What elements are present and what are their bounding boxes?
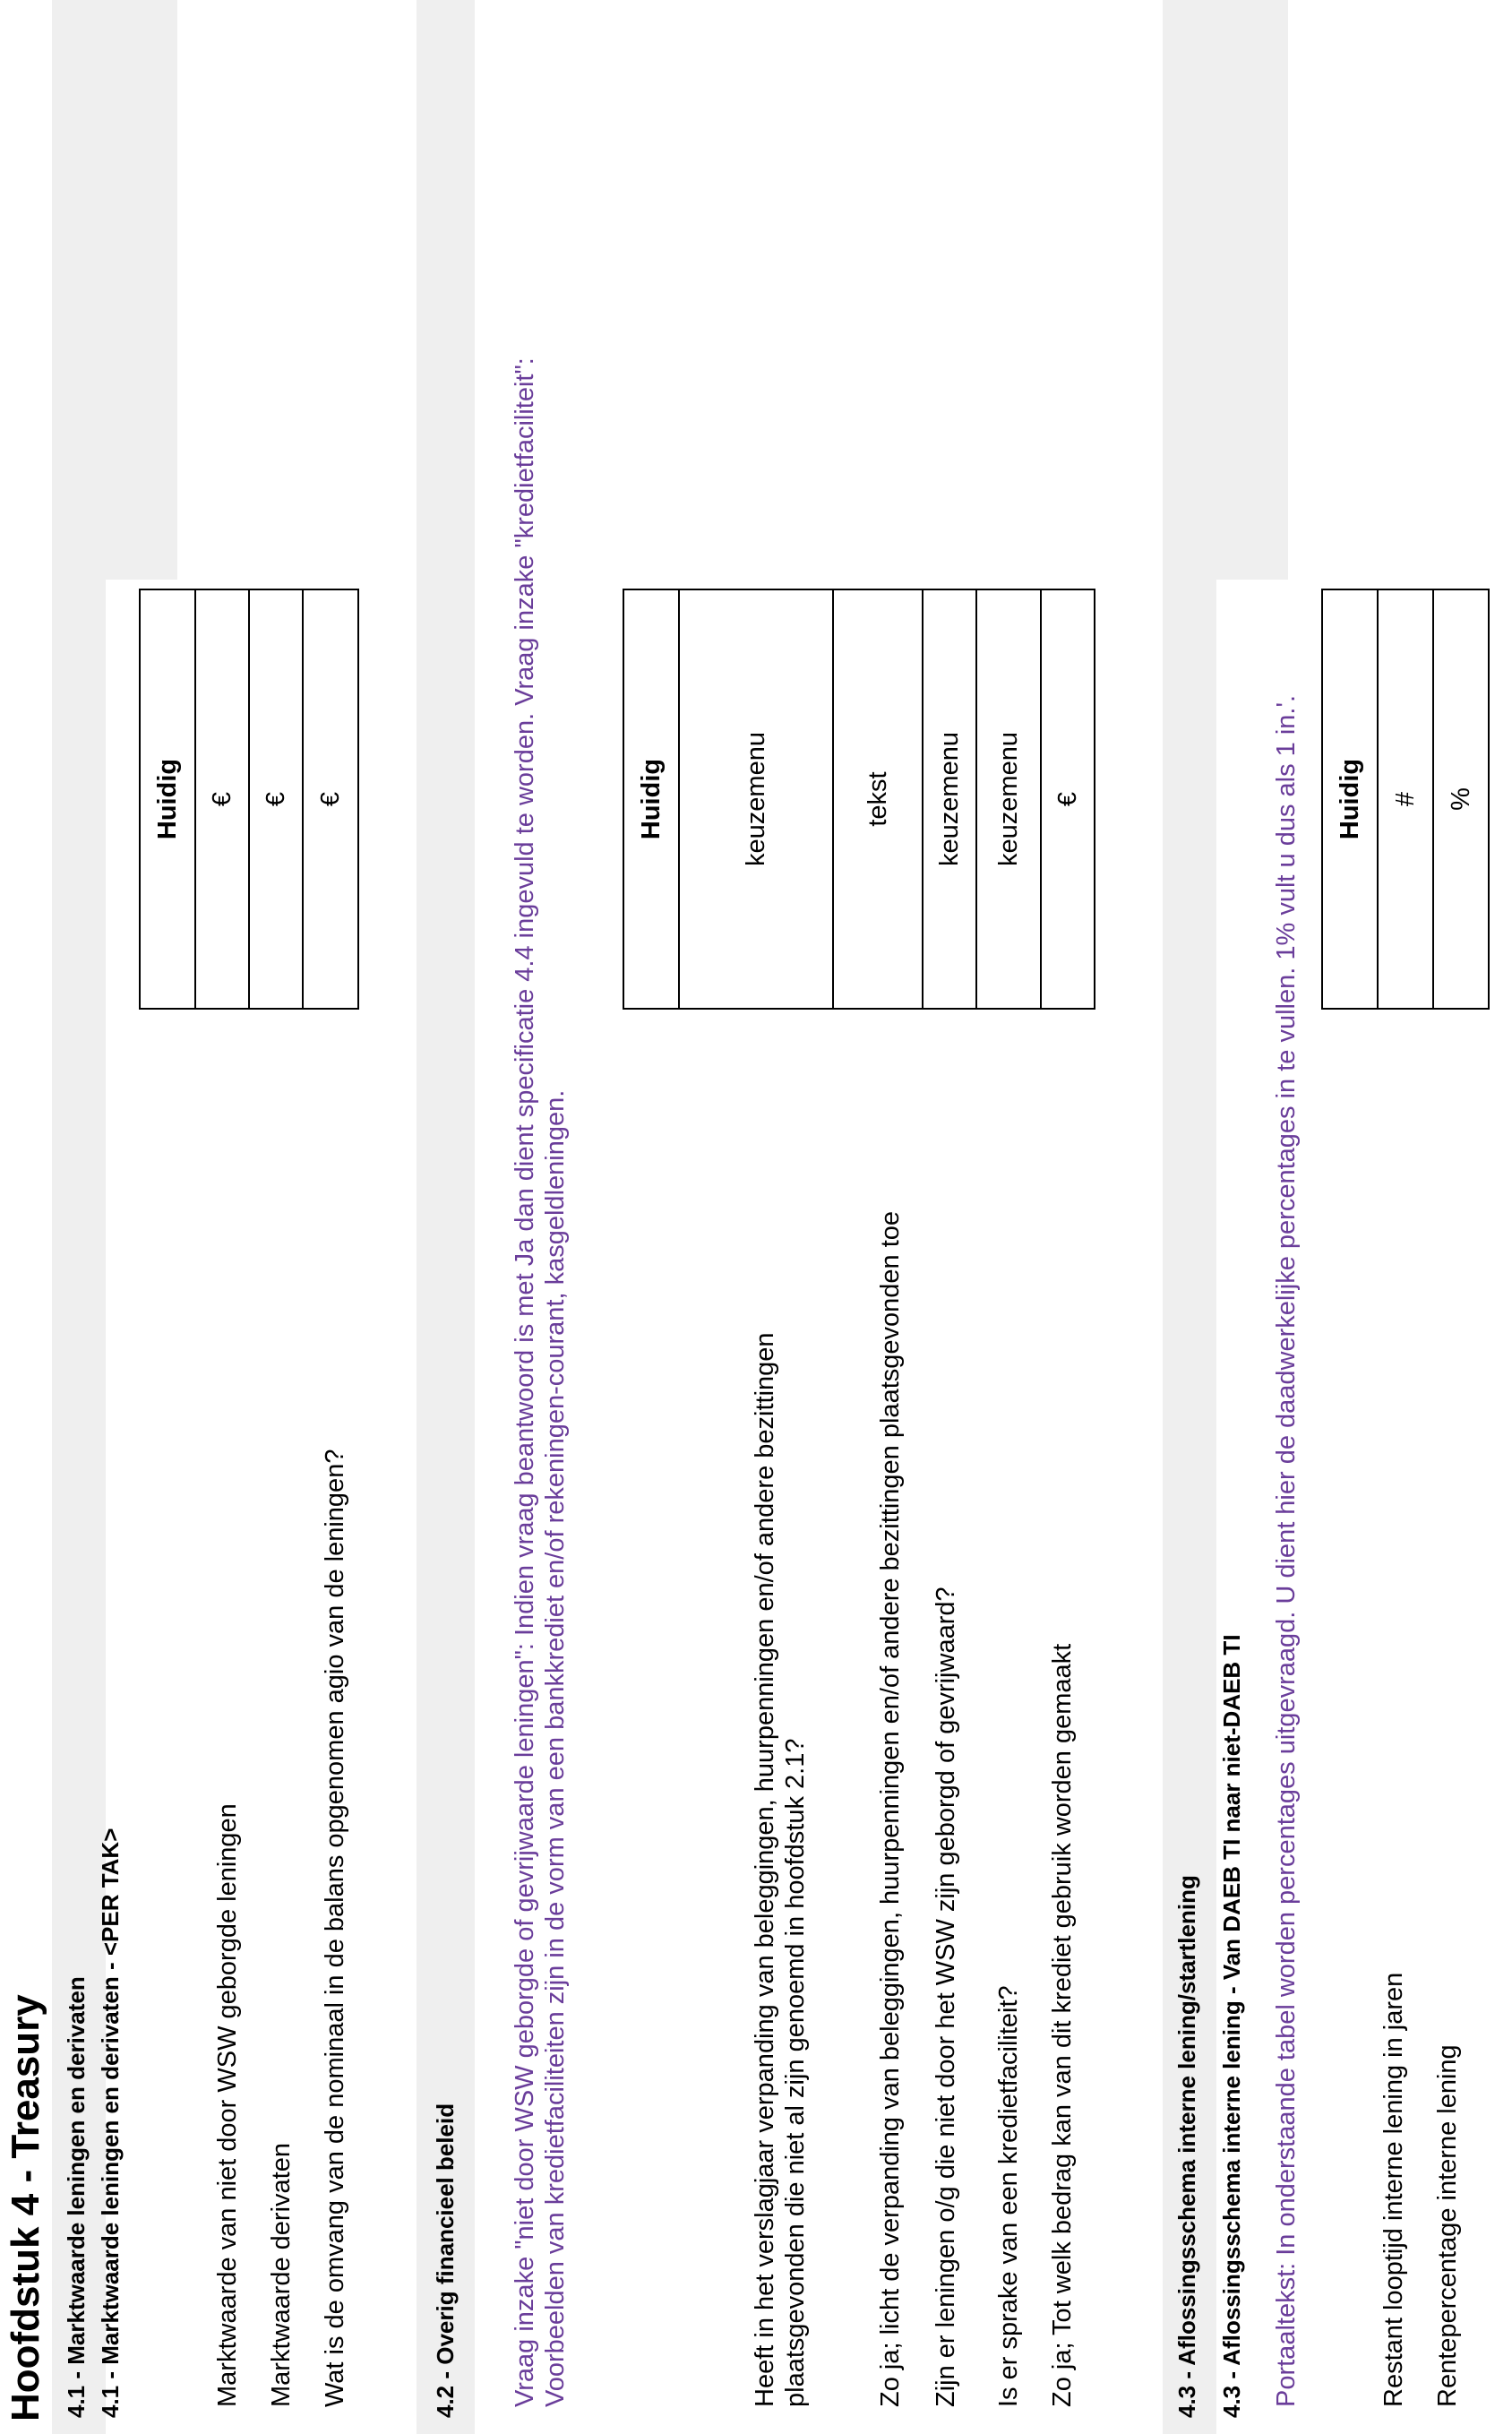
sec43-column-header: Huidig: [1322, 589, 1378, 1009]
sec41-input-1[interactable]: €: [195, 589, 249, 1009]
sec42-label-4: Is er sprake van een kredietfaciliteit?: [994, 1985, 1023, 2407]
sec43-table: [1321, 589, 1490, 1010]
sec42-input-5[interactable]: €: [1041, 589, 1095, 1009]
sec41-label-1: Marktwaarde van niet door WSW geborgde leningen: [213, 1803, 242, 2407]
sec41-table: [139, 589, 359, 1010]
sec42-input-1[interactable]: keuzemenu: [679, 589, 833, 1009]
sec42-label-1: Heeft in het verslagjaar verpanding van beleggingen, huurpenningen en/of andere bezittingen: [751, 1332, 779, 2407]
sec41-band: [106, 0, 177, 580]
sec42-label-5: Zo ja; Tot welk bedrag kan van dit krediet gebruik worden gemaakt: [1048, 1643, 1077, 2407]
sec42-portal-line-1: Vraag inzake "niet door WSW geborgde of gevrijwaarde leningen": Indien vraag beantwoord is met Ja dan dient specificatie 4.4 ingevuld te worden. Vraag inzake "kredietfaciliteit":: [511, 357, 539, 2407]
page-title: Hoofdstuk 4 - Treasury: [4, 1994, 47, 2421]
sec43-heading-a: 4.3 - Aflossingsschema interne lening/startlening: [1173, 1875, 1200, 2418]
sec41-heading-a: 4.1 - Marktwaarde leningen en derivaten: [63, 1976, 90, 2418]
sec43-heading-b: 4.3 - Aflossingsschema interne lening - Van DAEB TI naar niet-DAEB TI: [1218, 1634, 1245, 2418]
sec41-label-2: Marktwaarde derivaten: [267, 2143, 296, 2407]
sec42-heading: 4.2 - Overig financieel beleid: [432, 2103, 459, 2418]
sec42-column-header: Huidig: [623, 589, 679, 1009]
sec43-input-2[interactable]: %: [1433, 589, 1489, 1009]
sec43-band-right: [1216, 0, 1288, 580]
sec41-column-header: Huidig: [140, 589, 195, 1009]
sec42-input-2[interactable]: tekst: [833, 589, 923, 1009]
sec42-input-4[interactable]: keuzemenu: [976, 589, 1041, 1009]
sec43-label-1: Restant looptijd interne lening in jaren: [1379, 1972, 1408, 2407]
sec41-input-3[interactable]: €: [303, 589, 358, 1009]
sec42-band: [417, 0, 475, 2434]
sec42-portal-line-2: Voorbeelden van kredietfaciliteiten zijn in de vorm van een bankkrediet en/of rekeningen-courant, kasgeldleningen.: [541, 1089, 570, 2407]
sec41-heading-b: 4.1 - Marktwaarde leningen en derivaten - <PER TAK>: [97, 1828, 124, 2418]
sec42-input-3[interactable]: keuzemenu: [923, 589, 976, 1009]
sec42-label-2: Zo ja; licht de verpanding van beleggingen, huurpenningen en/of andere bezittingen plaatsgevonden toe: [876, 1210, 905, 2407]
sec42-table: [623, 589, 1095, 1010]
sec43-portal: Portaaltekst: In onderstaande tabel worden percentages uitgevraagd. U dient hier de daadwerkelijke percentages in te vullen. 1% vult u dus als 1 in.'.: [1272, 694, 1301, 2407]
sec43-input-1[interactable]: #: [1378, 589, 1433, 1009]
sec41-input-2[interactable]: €: [249, 589, 303, 1009]
sec41-label-3: Wat is de omvang van de nominaal in de balans opgenomen agio van de leningen?: [321, 1449, 349, 2407]
sec42-label-3: Zijn er leningen o/g die niet door het WSW zijn geborgd of gevrijwaard?: [932, 1587, 960, 2407]
sec42-label-1b: plaatsgevonden die niet al zijn genoemd in hoofdstuk 2.1?: [781, 1738, 810, 2407]
sec43-label-2: Rentepercentage interne lening: [1433, 2044, 1462, 2407]
